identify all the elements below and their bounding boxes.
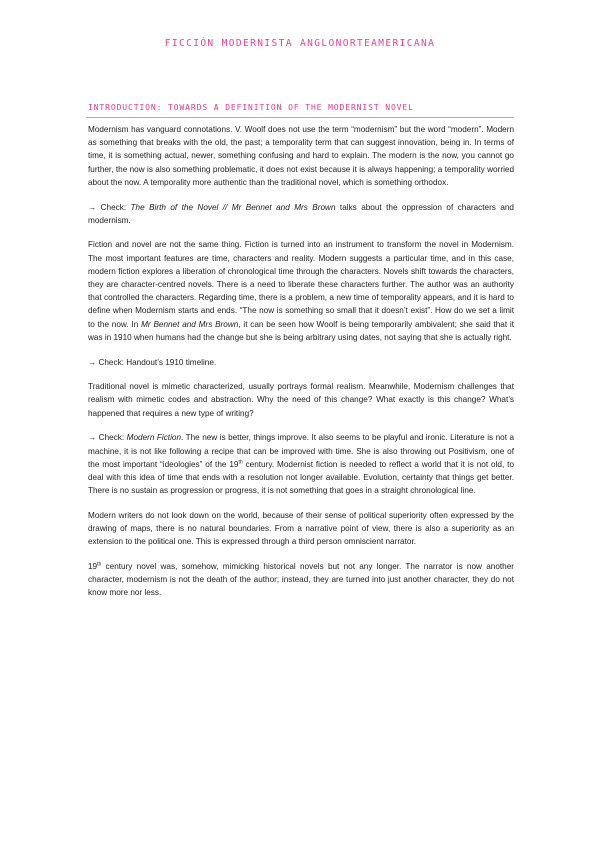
- document-title: FICCIÓN MODERNISTA ANGLONORTEAMERICANA: [164, 38, 436, 49]
- work-title: Modern Fiction: [126, 433, 181, 443]
- paragraph-text: . The new is better, things improve. It also seems to be playful and ironic. Literature is not a machine, it is not like following a recipe that can be improved with time. She is also throwing out Positivism, one of the most important “ideologies” of the 19: [88, 433, 514, 469]
- paragraph-text: century novel was, somehow, mimicking historical novels but not any longer. The narrator is now another character, modernism is not the death of the author; instead, they are turned into just another character, they do not know more nor less.: [88, 561, 514, 598]
- check-prefix: → Check:: [88, 202, 131, 212]
- paragraph-check-birth-of-novel: [88, 201, 514, 227]
- paragraph-modern-writers: Modern writers do not look down on the world, because of their sense of political superiority often expressed by the drawing of maps, there is no natural boundaries. From a narrative point of view, there is also a superiority as an extension to the political one. This is expressed through a third person omniscient narrator.: [88, 510, 514, 547]
- paragraph-modernism-definition: Modernism has vanguard connotations. V. Woolf does not use the term “modernism” but the word “modern”. Modern as something that breaks with the old, the past; a temporality term that can suggest innovation, being in. In terms of time, it is something actual, newer, something confusing and hard to explain. The modern is the now, you cannot go further, the now is also something problematic, it does not exist because it is always happening; a temporality worried about the now. A temporality more authentic than the traditional novel, which is something orthodox.: [88, 125, 514, 187]
- paragraph-text: 19: [88, 561, 98, 571]
- paragraph-text: talks about the oppression of characters and modernism.: [88, 202, 514, 225]
- paragraph-text: , it can be seen how Woolf is being temporarily ambivalent; she said that it was in 1910 when humans had the change but she is being arbitrary using dates, not saying that she is actually right.: [88, 319, 515, 342]
- section-heading: INTRODUCTION: TOWARDS A DEFINITION OF THE MODERNIST NOVEL: [88, 103, 414, 112]
- paragraph-text: Fiction and novel are not the same thing. Fiction is turned into an instrument to transform the novel in Modernism. The most important features are time, characters and reality. Modern suggests a particular time, and in this case, modern fiction explores a liberation of chronological time through the characters. Novels shift towards the characters, they are character-centred novels. There is a need to liberate these characters further. The author was an authority that controlled the characters. Regarding time, there is a problem, a new time of temporality appears, and it is hard to define when Modernism starts and ends. “The now is something so small that it doesn’t exist”. How do we set a limit to the now. In: [88, 240, 514, 329]
- check-prefix: → Check:: [88, 433, 127, 443]
- paragraph-text: century. Modernist fiction is needed to reflect a world that it is not old, to deal with this idea of time that ends with a resolution not longer available. Evolution, certainty that things get better. There is no sustain as progression or progress, it is not something that goes in a straight chronological line.: [88, 459, 515, 496]
- paragraph-fiction-and-novel: [88, 238, 514, 344]
- ordinal-suffix: th: [97, 561, 102, 568]
- work-title: The Birth of the Novel // Mr Bennet and Mrs Brown: [130, 202, 336, 212]
- heading-underline: [86, 117, 514, 118]
- work-title: Mr Bennet and Mrs Brown: [141, 319, 239, 329]
- paragraph-traditional-novel: Traditional novel is mimetic characterized, usually portrays formal realism. Meanwhile, Modernism challenges that realism with mimetic codes and abstraction. Why the need of this change? What exactly is this change? What’s happened that requires a new type of writing?: [88, 382, 514, 418]
- paragraph-check-modern-fiction: [88, 431, 514, 497]
- paragraph-19th-century-novel: [88, 560, 514, 600]
- body-text: [88, 123, 514, 611]
- ordinal-suffix: th: [238, 459, 243, 466]
- paragraph-check-timeline: → Check: Handout’s 1910 timeline.: [88, 357, 217, 367]
